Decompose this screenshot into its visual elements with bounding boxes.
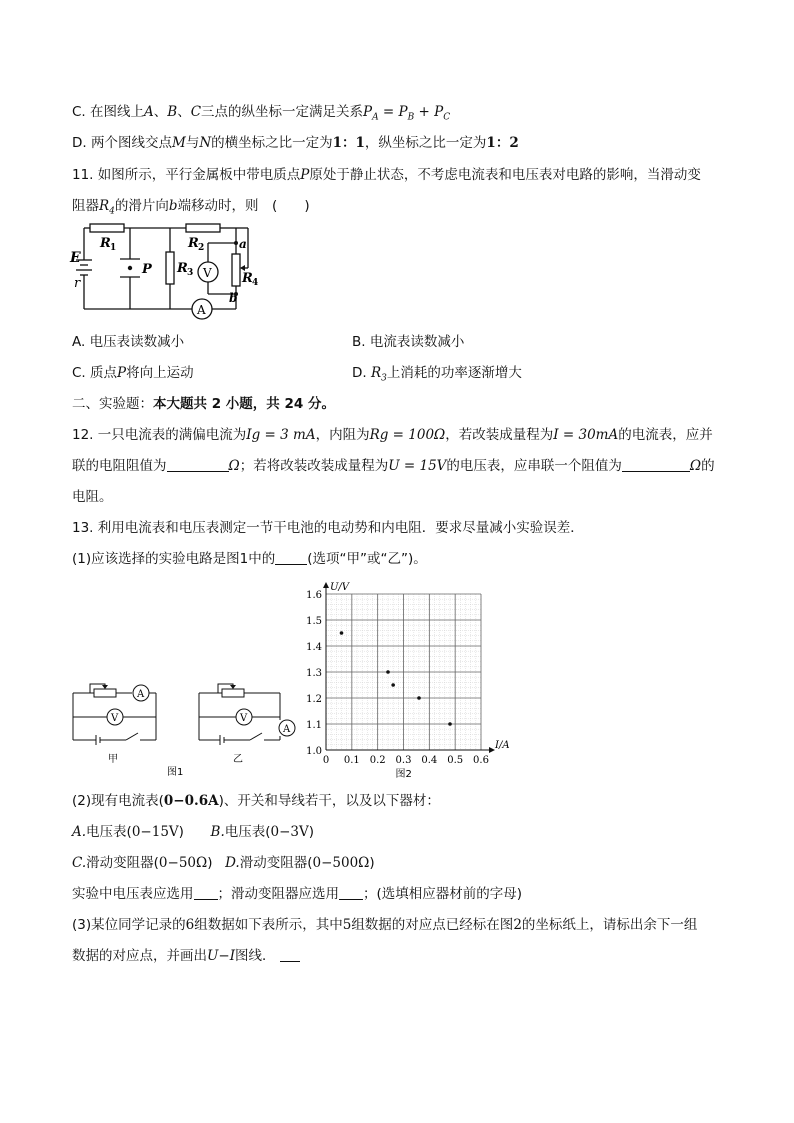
x-tick-label: 0.6 (473, 755, 489, 766)
q12-blank-1[interactable] (167, 457, 229, 472)
q13-part3-line2: 数据的对应点，并画出U−I图线． (72, 946, 300, 966)
q11-option-d: D. $R_3$上消耗的功率逐渐增大 (352, 365, 522, 384)
q11-option-c: C. 质点P将向上运动 (72, 365, 194, 381)
label-r: r (74, 276, 81, 291)
x-tick-label: 0.5 (447, 755, 464, 766)
label-P: P (142, 262, 152, 277)
label-R4: R (242, 271, 253, 286)
label-b: b (229, 291, 238, 305)
label-R2: R (188, 236, 199, 251)
data-point (386, 670, 390, 674)
fig1-caption: 图1 (167, 767, 184, 778)
x-tick-label: 0.4 (421, 755, 438, 766)
label-R1-sub: 1 (110, 243, 117, 253)
q13-blank-rheostat[interactable] (339, 885, 363, 900)
figure1-circuits (68, 676, 308, 784)
x-tick-label: 0 (322, 755, 330, 766)
q13-blank-voltmeter[interactable] (194, 885, 218, 900)
q13-part1: (1)应该选择的实验电路是图1中的 (选项“甲”或“乙”)。 (72, 551, 427, 567)
q11-circuit-diagram (68, 218, 278, 326)
q12-blank-2[interactable] (622, 457, 690, 472)
q13-blank-graph[interactable] (280, 947, 300, 962)
x-tick-label: 0.3 (395, 755, 412, 766)
y-tick-label: 1.6 (306, 590, 322, 601)
y-tick-label: 1.1 (306, 720, 322, 731)
y-tick-label: 1.3 (306, 668, 322, 679)
q13-part2: (2)现有电流表(0−0.6A)、开关和导线若干，以及以下器材： (72, 793, 440, 809)
data-point (448, 722, 452, 726)
fig1-label-jia: 甲 (108, 754, 118, 765)
label-R3: R (177, 261, 188, 276)
q13-options-cd: C.滑动变阻器(0−50Ω) D.滑动变阻器(0−500Ω) (72, 855, 375, 871)
fig1-voltmeter-jia: V (111, 713, 119, 724)
q13-part3: (3)某位同学记录的6组数据如下表所示，其中5组数据的对应点已经标在图2的坐标纸上，请标出余下一组 (72, 917, 698, 933)
q13-select: 实验中电压表应选用 ；滑动变阻器应选用 ；(选填相应器材前的字母) (72, 886, 523, 902)
y-axis-arrow (323, 582, 329, 588)
ammeter-label: A (197, 303, 206, 317)
label-R1: R (100, 236, 111, 251)
data-point (417, 696, 421, 700)
fig2-caption: 图2 (395, 769, 412, 780)
data-point (340, 631, 344, 635)
voltmeter-label: V (203, 266, 212, 280)
label-E: E (70, 250, 81, 266)
fig1-ammeter-jia: A (137, 689, 145, 700)
y-axis-label: U/V (330, 582, 350, 593)
y-tick-label: 1.5 (306, 616, 322, 627)
q12-line2: 联的电阻阻值为 Ω；若将改装改装成量程为U = 15V的电压表，应串联一个阻值为 Ω的 (72, 458, 715, 474)
q12-line3: 电阻。 (72, 489, 113, 505)
q11-option-a: A. 电压表读数减小 (72, 334, 185, 350)
y-tick-label: 1.2 (306, 694, 322, 705)
y-tick-label: 1.0 (306, 746, 322, 757)
label-R3-sub: 3 (187, 268, 194, 278)
section-heading: 二、实验题：本大题共 2 小题，共 24 分。 (72, 396, 335, 412)
q11-stem-line2: 阻器$R_4$的滑片向b端移动时，则 ( ) (72, 198, 310, 217)
x-tick-label: 0.1 (343, 755, 360, 766)
data-point (391, 683, 395, 687)
y-tick-label: 1.4 (306, 642, 322, 653)
figure2-ui-chart (300, 578, 520, 784)
fig1-ammeter-yi: A (283, 724, 291, 735)
q12-line1: 12. 一只电流表的满偏电流为Ig = 3 mA，内阻为Rg = 100Ω，若改装成量程为I = 30mA的电流表，应并 (72, 427, 713, 443)
q10-option-c: C. 在图线上A、B、C三点的纵坐标一定满足关系$P_A = P_B + P_C$ (72, 104, 451, 123)
fig1-label-yi: 乙 (233, 754, 243, 765)
q13-options-ab: A.电压表(0−15V) B.电压表(0−3V) (72, 824, 315, 840)
label-R2-sub: 2 (198, 243, 205, 253)
q11-option-b: B. 电流表读数减小 (352, 334, 465, 350)
q13-intro: 13. 利用电流表和电压表测定一节干电池的电动势和内电阻．要求尽量减小实验误差． (72, 520, 584, 536)
q11-stem-line1: 11. 如图所示，平行金属板中带电质点P原处于静止状态，不考虑电流表和电压表对电路的影响，当滑动变 (72, 167, 701, 183)
x-axis-label: I/A (495, 740, 510, 751)
q10-option-d: D. 两个图线交点M与N的横坐标之比一定为1：1，纵坐标之比一定为1：2 (72, 135, 519, 151)
fig1-voltmeter-yi: V (240, 713, 248, 724)
q13-blank-circuit[interactable] (275, 550, 307, 565)
label-a: a (239, 237, 247, 251)
x-tick-label: 0.2 (369, 755, 386, 766)
label-R4-sub: 4 (252, 278, 259, 288)
